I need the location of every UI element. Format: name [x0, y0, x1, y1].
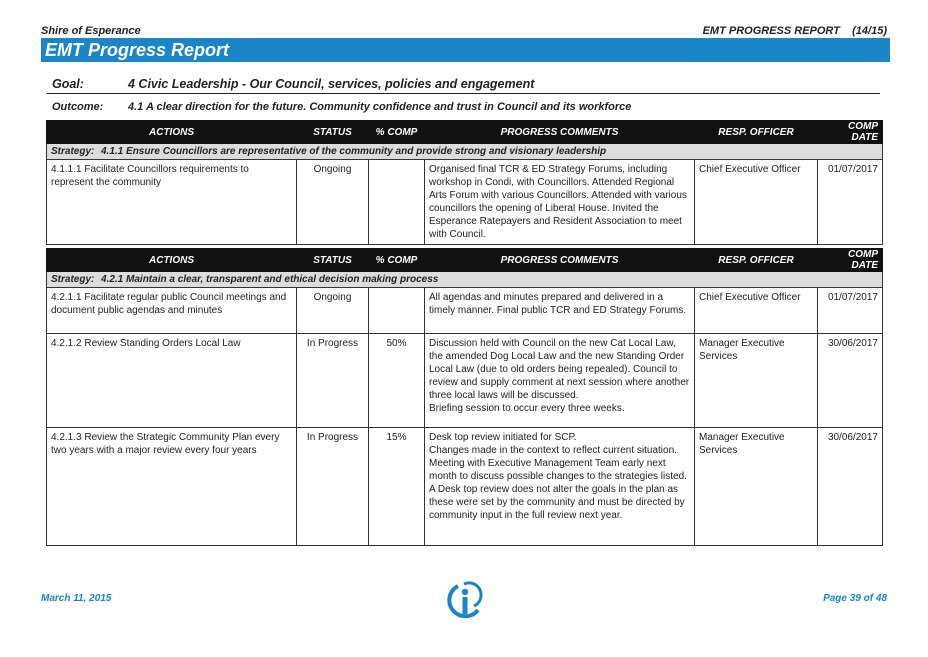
outcome-label: Outcome:	[52, 101, 104, 113]
col-comments: PROGRESS COMMENTS	[425, 121, 695, 144]
comp-cell	[369, 160, 425, 245]
officer-cell: Manager Executive Services	[695, 334, 818, 428]
comp-cell: 15%	[369, 428, 425, 546]
action-cell: 4.2.1.1 Facilitate regular public Council meetings and document public agendas and minutes	[47, 288, 297, 334]
strategy-text: 4.1.1 Ensure Councillors are representative of the community and provide strong and visionary leadership	[101, 146, 607, 157]
strategy-label: Strategy:	[51, 274, 95, 285]
col-status: STATUS	[297, 121, 369, 144]
report-pages: (14/15)	[852, 25, 887, 37]
strategy-row	[47, 144, 883, 160]
actions-table-2	[46, 248, 883, 546]
col-officer: RESP. OFFICER	[695, 121, 818, 144]
goal-line	[52, 77, 534, 91]
officer-cell: Chief Executive Officer	[695, 288, 818, 334]
shire-logo-icon	[444, 578, 486, 618]
banner-title: EMT Progress Report	[45, 40, 230, 60]
col-officer: RESP. OFFICER	[695, 249, 818, 272]
date-cell: 01/07/2017	[818, 160, 883, 245]
goal-divider	[47, 93, 880, 94]
table-header-row	[47, 121, 883, 144]
officer-cell: Manager Executive Services	[695, 428, 818, 546]
status-cell: Ongoing	[297, 160, 369, 245]
footer-page: Page 39 of 48	[823, 593, 887, 604]
report-title	[703, 25, 887, 37]
title-banner	[41, 38, 890, 62]
status-cell: Ongoing	[297, 288, 369, 334]
outcome-line	[52, 101, 631, 113]
comments-cell: Desk top review initiated for SCP. Changes made in the context to reflect current situation. Meeting with Executive Management Team early next month to discuss possible changes to the strategies listed. A Desk top review does not alter the goals in the plan as these were set by the community and must be directed by community input in the full review next year.	[425, 428, 695, 546]
action-cell: 4.2.1.3 Review the Strategic Community Plan every two years with a major review every four years	[47, 428, 297, 546]
status-cell: In Progress	[297, 428, 369, 546]
col-comp: % COMP	[369, 249, 425, 272]
table-row	[47, 428, 883, 546]
strategy-text: 4.2.1 Maintain a clear, transparent and ethical decision making process	[101, 274, 439, 285]
table-row	[47, 160, 883, 245]
comments-cell: Organised final TCR & ED Strategy Forums, including workshop in Condi, with Councillors. Attended Regional Arts Forum with various Councillors. Attended with various councillors the opening of Liberal House. Invited the Esperance Ratepayers and Resident Association to meet with Council.	[425, 160, 695, 245]
org-name: Shire of Esperance	[41, 25, 141, 37]
date-cell: 01/07/2017	[818, 288, 883, 334]
comments-cell: All agendas and minutes prepared and delivered in a timely manner. Final public TCR and ED Strategy Forums.	[425, 288, 695, 334]
goal-label: Goal:	[52, 77, 84, 91]
goal-text: 4 Civic Leadership - Our Council, services, policies and engagement	[128, 77, 535, 91]
status-cell: In Progress	[297, 334, 369, 428]
table-header-row	[47, 249, 883, 272]
report-name: EMT PROGRESS REPORT	[702, 25, 840, 37]
action-cell: 4.2.1.2 Review Standing Orders Local Law	[47, 334, 297, 428]
outcome-text: 4.1 A clear direction for the future. Community confidence and trust in Council and its workforce	[128, 101, 632, 113]
col-actions: ACTIONS	[47, 121, 297, 144]
actions-table-1	[46, 120, 883, 245]
col-date: COMP DATE	[818, 121, 883, 144]
date-cell: 30/06/2017	[818, 334, 883, 428]
strategy-row	[47, 272, 883, 288]
col-actions: ACTIONS	[47, 249, 297, 272]
comp-cell: 50%	[369, 334, 425, 428]
table-row	[47, 288, 883, 334]
col-comp: % COMP	[369, 121, 425, 144]
comp-cell	[369, 288, 425, 334]
col-comments: PROGRESS COMMENTS	[425, 249, 695, 272]
officer-cell: Chief Executive Officer	[695, 160, 818, 245]
footer-date: March 11, 2015	[41, 593, 112, 604]
strategy-label: Strategy:	[51, 146, 95, 157]
col-date: COMP DATE	[818, 249, 883, 272]
action-cell: 4.1.1.1 Facilitate Councillors requirements to represent the community	[47, 160, 297, 245]
date-cell: 30/06/2017	[818, 428, 883, 546]
table-row	[47, 334, 883, 428]
comments-cell: Discussion held with Council on the new Cat Local Law, the amended Dog Local Law and the new Standing Order Local Law (due to old orders being repealed). Council to review and supply comment at next session where another three local laws will be discussed. Briefing session to occur every three weeks.	[425, 334, 695, 428]
col-status: STATUS	[297, 249, 369, 272]
